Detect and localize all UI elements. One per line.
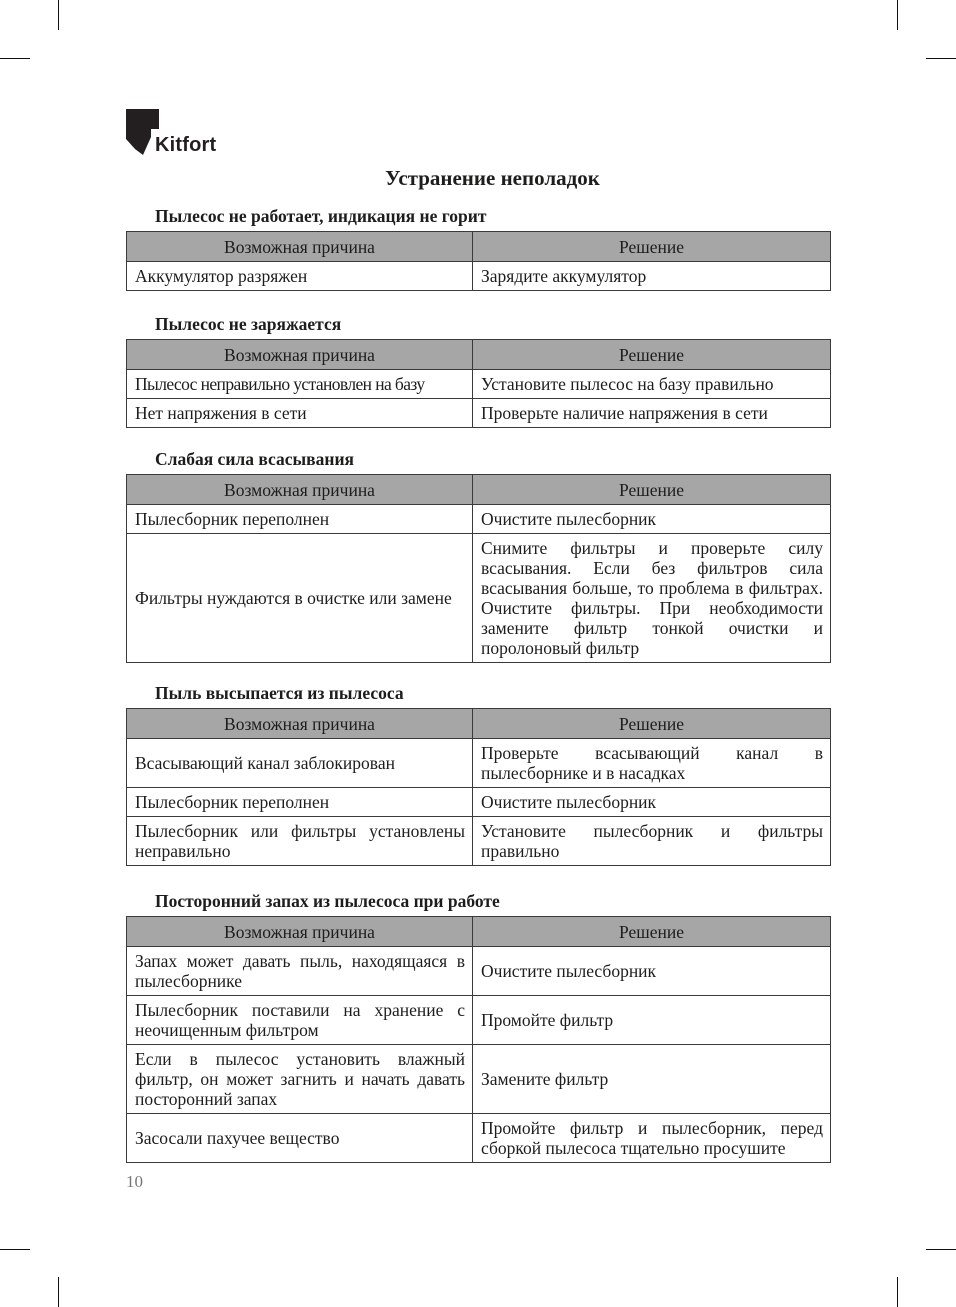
section-title: Пыль высыпается из пылесоса xyxy=(155,683,404,703)
table-row xyxy=(127,1114,831,1163)
table-row xyxy=(127,399,831,428)
table-row xyxy=(127,370,831,399)
troubleshooting-table xyxy=(126,708,831,866)
cause-cell: Пылесборник или фильтры установлены неправильно xyxy=(127,817,473,866)
cause-cell: Пылесос неправильно установлен на базу xyxy=(127,370,473,399)
column-header-cause: Возможная причина xyxy=(127,340,473,370)
table-row xyxy=(127,947,831,996)
section-dust-spills xyxy=(126,683,830,866)
table-row xyxy=(127,739,831,788)
column-header-solution: Решение xyxy=(473,232,831,262)
column-header-cause: Возможная причина xyxy=(127,475,473,505)
table-header-row xyxy=(127,917,831,947)
solution-cell: Установите пылесос на базу правильно xyxy=(473,370,831,399)
section-not-working xyxy=(126,206,830,291)
cause-cell: Пылесборник переполнен xyxy=(127,788,473,817)
cause-cell: Если в пылесос установить влажный фильтр, он может загнить и начать давать посторонний запах xyxy=(127,1045,473,1114)
column-header-cause: Возможная причина xyxy=(127,232,473,262)
crop-mark xyxy=(897,1277,898,1307)
table-header-row xyxy=(127,340,831,370)
section-title: Пылесос не заряжается xyxy=(155,314,342,334)
table-row xyxy=(127,505,831,534)
solution-cell: Очистите пылесборник xyxy=(473,505,831,534)
column-header-solution: Решение xyxy=(473,340,831,370)
troubleshooting-table xyxy=(126,474,831,663)
troubleshooting-table xyxy=(126,339,831,428)
table-header-row xyxy=(127,709,831,739)
troubleshooting-table xyxy=(126,231,831,291)
section-title: Слабая сила всасывания xyxy=(155,449,355,469)
table-row xyxy=(127,817,831,866)
column-header-solution: Решение xyxy=(473,917,831,947)
crop-mark xyxy=(58,0,59,30)
solution-cell: Зарядите аккумулятор xyxy=(473,262,831,291)
column-header-solution: Решение xyxy=(473,709,831,739)
table-row xyxy=(127,534,831,663)
troubleshooting-table xyxy=(126,916,831,1163)
solution-cell: Проверьте всасывающий канал в пылесборнике и в насадках xyxy=(473,739,831,788)
cause-cell: Фильтры нуждаются в очистке или замене xyxy=(127,534,473,663)
crop-mark xyxy=(58,1277,59,1307)
page-title: Устранение неполадок xyxy=(385,166,600,190)
section-weak-suction xyxy=(126,449,830,663)
cause-cell: Пылесборник переполнен xyxy=(127,505,473,534)
solution-cell: Промойте фильтр и пылесборник, перед сборкой пылесоса тщательно просушите xyxy=(473,1114,831,1163)
cause-cell: Засосали пахучее вещество xyxy=(127,1114,473,1163)
column-header-cause: Возможная причина xyxy=(127,709,473,739)
solution-cell: Замените фильтр xyxy=(473,1045,831,1114)
table-header-row xyxy=(127,475,831,505)
cause-cell: Всасывающий канал заблокирован xyxy=(127,739,473,788)
crop-mark xyxy=(0,58,30,59)
solution-cell: Очистите пылесборник xyxy=(473,947,831,996)
crop-mark xyxy=(897,0,898,30)
cause-cell: Пылесборник поставили на хранение с неочищенным фильтром xyxy=(127,996,473,1045)
page-number: 10 xyxy=(126,1172,143,1191)
brand-name: Kitfort xyxy=(155,134,217,156)
table-row xyxy=(127,1045,831,1114)
solution-cell: Очистите пылесборник xyxy=(473,788,831,817)
section-odor xyxy=(126,891,830,1163)
column-header-solution: Решение xyxy=(473,475,831,505)
section-title: Посторонний запах из пылесоса при работе xyxy=(155,891,500,911)
solution-cell: Установите пылесборник и фильтры правильно xyxy=(473,817,831,866)
crop-mark xyxy=(0,1249,30,1250)
crop-mark xyxy=(926,1249,956,1250)
cause-cell: Запах может давать пыль, находящаяся в пылесборнике xyxy=(127,947,473,996)
section-not-charging xyxy=(126,314,830,428)
solution-cell: Промойте фильтр xyxy=(473,996,831,1045)
table-row xyxy=(127,262,831,291)
cause-cell: Аккумулятор разряжен xyxy=(127,262,473,291)
table-row xyxy=(127,788,831,817)
table-header-row xyxy=(127,232,831,262)
column-header-cause: Возможная причина xyxy=(127,917,473,947)
table-row xyxy=(127,996,831,1045)
solution-cell: Снимите фильтры и проверьте силу всасывания. Если без фильтров сила всасывания больше, то проблема в фильтрах. Очистите фильтры. При необходимости замените фильтр тонкой очистки и поролоновый фильтр xyxy=(473,534,831,663)
solution-cell: Проверьте наличие напряжения в сети xyxy=(473,399,831,428)
section-title: Пылесос не работает, индикация не горит xyxy=(155,206,487,226)
crop-mark xyxy=(926,58,956,59)
cause-cell: Нет напряжения в сети xyxy=(127,399,473,428)
